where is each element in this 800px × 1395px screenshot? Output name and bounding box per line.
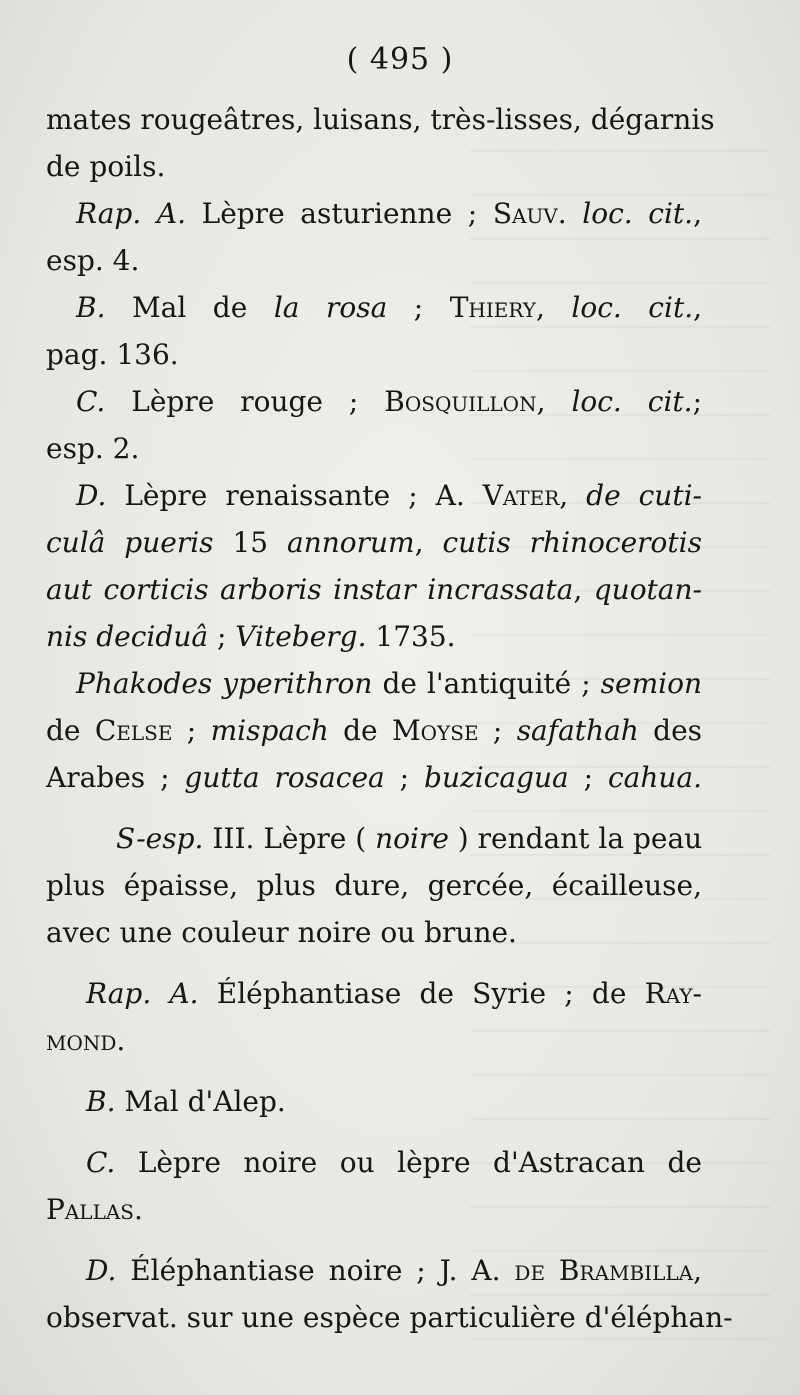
text-line: plus épaisse, plus dure, gercée, écailleuse, xyxy=(46,869,702,902)
small-caps-run: Thiery xyxy=(449,291,536,324)
italic-run: loc. cit. xyxy=(571,385,693,418)
text-line xyxy=(46,1017,702,1064)
small-caps-run: Vater xyxy=(482,479,560,512)
text-run: , xyxy=(693,197,702,230)
italic-run: la rosa xyxy=(273,291,388,324)
text-run: 1735. xyxy=(366,620,456,653)
italic-run: B. xyxy=(76,291,106,324)
text-run: Lèpre noire ou lèpre d'Astracan de xyxy=(115,1146,702,1179)
text-run: , xyxy=(536,291,572,324)
text-line xyxy=(46,970,702,1017)
text-run: Lèpre renaissante ; A. xyxy=(106,479,483,512)
italic-run: safathah xyxy=(516,714,639,747)
italic-run: noire xyxy=(375,822,449,855)
text-run: Éléphantiase noire ; J. A. xyxy=(116,1254,515,1287)
text-line: de poils. xyxy=(46,150,166,183)
italic-run: nis deciduâ xyxy=(46,620,209,653)
small-caps-run: Celse xyxy=(94,714,173,747)
text-run: , xyxy=(693,1254,702,1287)
body-text xyxy=(46,96,733,1341)
italic-run: C. xyxy=(76,385,106,418)
text-run: . xyxy=(116,1024,126,1057)
italic-run: semion xyxy=(600,667,702,700)
text-run: des xyxy=(638,714,703,747)
text-line xyxy=(46,378,702,425)
text-run: , xyxy=(693,291,702,324)
text-line xyxy=(46,660,702,707)
text-run: de l'antiquité ; xyxy=(372,667,601,700)
text-line xyxy=(46,754,702,801)
text-run: Éléphantiase de Syrie ; de xyxy=(198,977,645,1010)
text-run: de xyxy=(46,714,95,747)
italic-run: S-esp. xyxy=(116,822,204,855)
text-line: mates rougeâtres, luisans, très-lisses, dégarnis xyxy=(46,103,715,136)
text-run: . xyxy=(557,197,583,230)
text-run: III. Lèpre ( xyxy=(203,822,376,855)
small-caps-run: Bosquillon xyxy=(384,385,537,418)
italic-run: cutis rhinocerotis xyxy=(442,526,702,559)
text-line xyxy=(46,519,702,566)
text-run: Mal d'Alep. xyxy=(115,1085,286,1118)
text-run: de xyxy=(328,714,392,747)
text-run: Lèpre asturienne ; xyxy=(185,197,493,230)
text-line xyxy=(46,566,702,613)
italic-run: annorum xyxy=(287,526,415,559)
text-run: Mal de xyxy=(105,291,274,324)
text-line xyxy=(46,613,702,660)
italic-run: cahua. xyxy=(607,761,703,794)
text-line: avec une couleur noire ou brune. xyxy=(46,916,517,949)
text-run: Lèpre rouge ; xyxy=(105,385,385,418)
italic-run: Rap. A. xyxy=(86,977,199,1010)
italic-run: Rap. A. xyxy=(76,197,186,230)
text-line xyxy=(46,1139,702,1186)
text-run: ; xyxy=(208,620,236,653)
italic-run: buzicagua xyxy=(424,761,569,794)
text-run: 15 xyxy=(213,526,288,559)
text-line: esp. 4. xyxy=(46,244,140,277)
text-line xyxy=(46,707,702,754)
text-run: ; xyxy=(172,714,211,747)
text-line: esp. 2. xyxy=(46,432,140,465)
italic-run: aut corticis arboris instar incrassata xyxy=(46,573,574,606)
italic-run: D. xyxy=(76,479,107,512)
small-caps-run: Sauv xyxy=(492,197,558,230)
small-caps-run: Ray- xyxy=(644,977,702,1010)
italic-run: mispach xyxy=(210,714,329,747)
italic-run: loc. cit. xyxy=(571,291,694,324)
italic-run: quotan- xyxy=(593,573,702,606)
text-run: , xyxy=(573,573,594,606)
small-caps-run: de Brambilla xyxy=(514,1254,694,1287)
text-line xyxy=(46,1186,702,1233)
italic-run: de cuti- xyxy=(586,479,702,512)
italic-run: B. xyxy=(86,1085,116,1118)
small-caps-run: mond xyxy=(46,1024,117,1057)
text-run: ) rendant la peau xyxy=(448,822,703,855)
italic-run: D. xyxy=(86,1254,117,1287)
text-line xyxy=(46,1247,702,1294)
text-run: , xyxy=(414,526,443,559)
small-caps-run: Pallas xyxy=(46,1193,134,1226)
text-run: Arabes ; xyxy=(46,761,185,794)
text-run: ; xyxy=(568,761,608,794)
text-run: ; xyxy=(692,385,702,418)
text-run: . xyxy=(134,1193,143,1226)
small-caps-run: Moyse xyxy=(391,714,479,747)
text-line xyxy=(46,190,702,237)
text-line: pag. 136. xyxy=(46,338,179,371)
text-run: , xyxy=(559,479,587,512)
text-line xyxy=(46,284,702,331)
text-line xyxy=(46,1078,702,1125)
text-line xyxy=(46,472,702,519)
italic-run: gutta rosacea xyxy=(184,761,385,794)
italic-run: Phakodes yperithron xyxy=(76,667,373,700)
italic-run: culâ pueris xyxy=(46,526,214,559)
text-line: observat. sur une espèce particulière d'éléphan- xyxy=(46,1301,733,1334)
italic-run: Viteberg. xyxy=(235,620,367,653)
text-run: ; xyxy=(384,761,425,794)
text-run: ; xyxy=(478,714,517,747)
text-run: , xyxy=(536,385,572,418)
italic-run: C. xyxy=(86,1146,116,1179)
italic-run: loc. cit. xyxy=(582,197,694,230)
text-run: ; xyxy=(387,291,450,324)
page-number: ( 495 ) xyxy=(346,42,454,77)
text-line xyxy=(46,815,702,862)
